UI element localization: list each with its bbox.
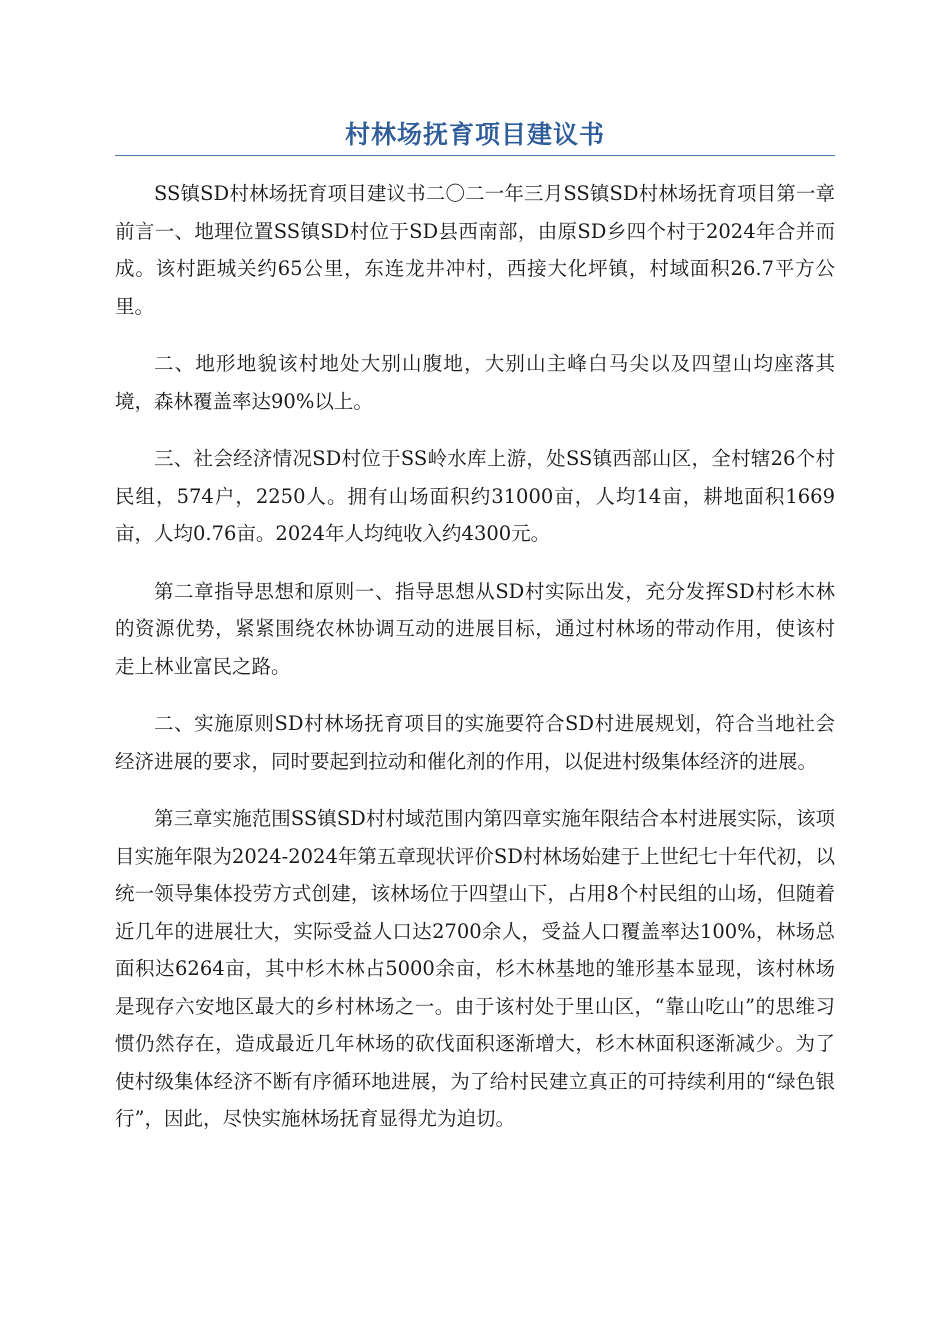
paragraph-terrain: 二、地形地貌该村地处大别山腹地，大别山主峰白马尖以及四望山均座落其境，森林覆盖率达90%以上。	[115, 352, 835, 413]
document-page	[115, 0, 835, 1158]
document-title: 村林场抚育项目建议书	[344, 120, 605, 149]
paragraph-guiding-ideas: 第二章指导思想和原则一、指导思想从SD村实际出发，充分发挥SD村杉木林的资源优势，紧紧围绕农林协调互动的进展目标，通过村林场的带动作用，使该村走上林业富民之路。	[115, 579, 835, 678]
paragraph-scope-and-status: 第三章实施范围SS镇SD村村域范围内第四章实施年限结合本村进展实际，该项目实施年限为2024-2024年第五章现状评价SD村林场始建于上世纪七十年代初，以统一领导集体投劳方式创建，该林场位于四望山下，占用8个村民组的山场，但随着近几年的进展壮大，实际受益人口达2700余人，受益人口覆盖率达100%，林场总面积达6264亩，其中杉木林占5000余亩，杉木林基地的雏形基本显现，该村林场是现存六安地区最大的乡村林场之一。由于该村处于里山区，“靠山吃山”的思维习惯仍然存在，造成最近几年林场的砍伐面积逐渐增大，杉木林面积逐渐减少。为了使村级集体经济不断有序循环地进展，为了给村民建立真正的可持续利用的“绿色银行”，因此，尽快实施林场抚育显得尤为迫切。	[115, 807, 835, 1130]
document-body	[115, 175, 835, 1138]
paragraph-socioeconomic: 三、社会经济情况SD村位于SS岭水库上游，处SS镇西部山区，全村辖26个村民组，574户，2250人。拥有山场面积约31000亩，人均14亩，耕地面积1669亩，人均0.76亩。2024年人均纯收入约4300元。	[115, 447, 835, 545]
paragraph-preface: SS镇SD村林场抚育项目建议书二〇二一年三月SS镇SD村林场抚育项目第一章前言一、地理位置SS镇SD村位于SD县西南部，由原SD乡四个村于2024年合并而成。该村距城关约65公里，东连龙井冲村，西接大化坪镇，村域面积26.7平方公里。	[115, 182, 835, 318]
title-underline	[115, 155, 835, 156]
paragraph-principles: 二、实施原则SD村林场抚育项目的实施要符合SD村进展规划，符合当地社会经济进展的要求，同时要起到拉动和催化剂的作用，以促进村级集体经济的进展。	[115, 712, 835, 773]
